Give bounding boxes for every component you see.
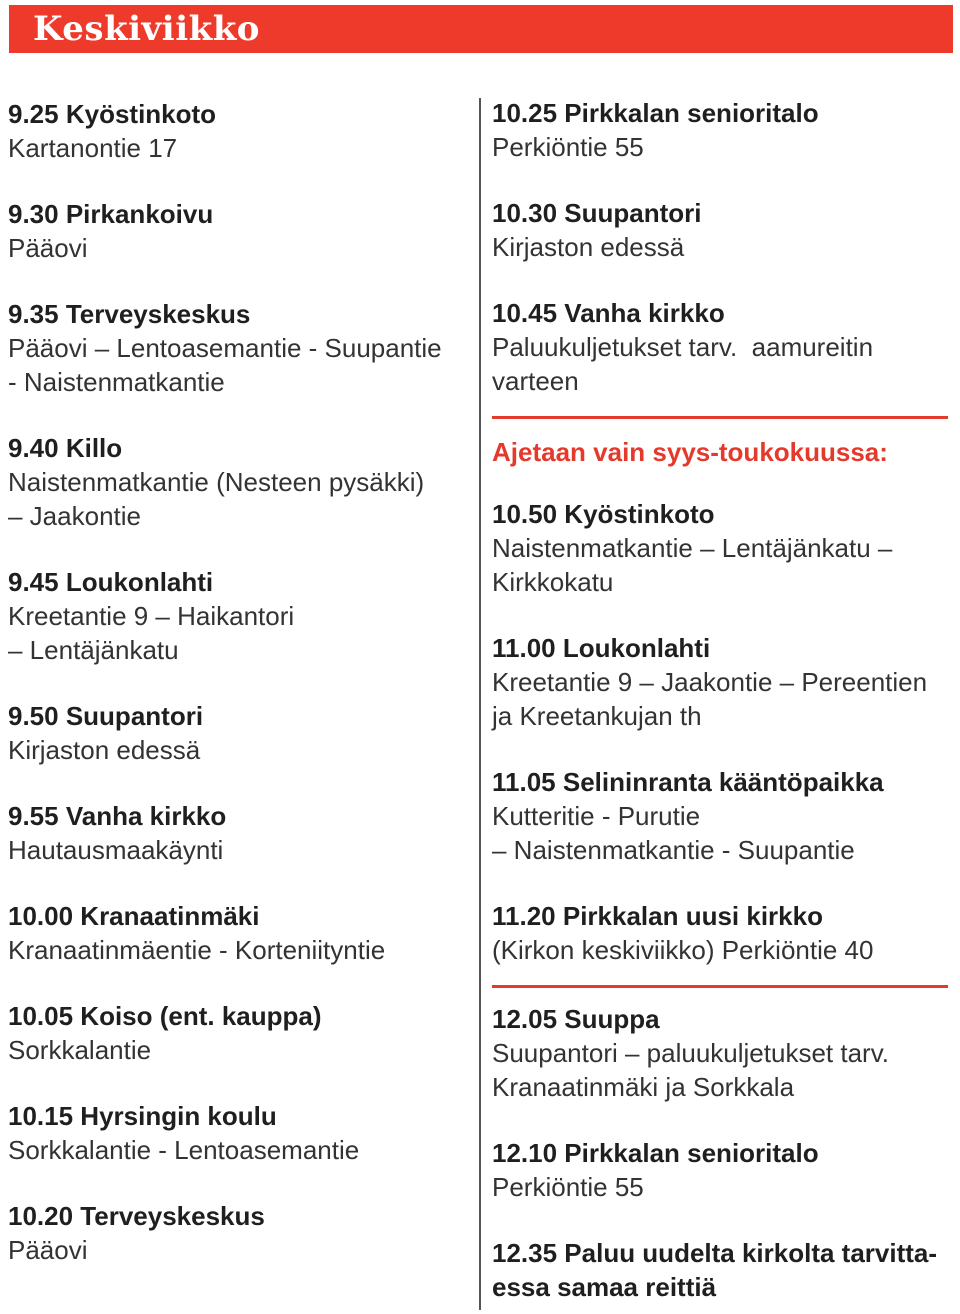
stop-time-place: 10.25 Pirkkalan senioritalo bbox=[492, 98, 819, 128]
stop bbox=[8, 799, 470, 867]
stop bbox=[492, 196, 952, 264]
stop-time-place: 10.00 Kranaatinmäki bbox=[8, 901, 260, 931]
stop-time-place: 9.50 Suupantori bbox=[8, 701, 204, 731]
stop-time-place: 11.20 Pirkkalan uusi kirkko bbox=[492, 901, 823, 931]
stop bbox=[8, 899, 470, 967]
column-divider bbox=[479, 98, 481, 1310]
stop-time-place: 10.20 Terveyskeskus bbox=[8, 1201, 265, 1231]
stop-time-place: 12.35 Paluu uudelta kirkolta tarvitta- essa samaa reittiä bbox=[492, 1238, 938, 1302]
stop-location: Perkiöntie 55 bbox=[492, 1172, 644, 1202]
stop bbox=[492, 1002, 952, 1104]
stop-time-place: 9.25 Kyöstinkoto bbox=[8, 99, 217, 129]
section-divider bbox=[492, 985, 948, 988]
stop-location: Pääovi bbox=[8, 1235, 88, 1265]
stop bbox=[492, 765, 952, 867]
stop-location: Pääovi bbox=[8, 233, 88, 263]
stop bbox=[492, 1236, 952, 1304]
stop bbox=[8, 197, 470, 265]
stop bbox=[492, 899, 952, 967]
stop-location: Suupantori – paluukuljetukset tarv. Kranaatinmäki ja Sorkkala bbox=[492, 1038, 889, 1102]
stop-location: Sorkkalantie - Lentoasemantie bbox=[8, 1135, 360, 1165]
stop bbox=[492, 631, 952, 733]
seasonal-notice: Ajetaan vain syys-toukokuussa: bbox=[492, 437, 888, 467]
stop bbox=[492, 296, 952, 398]
stop bbox=[8, 97, 470, 165]
stop-location: Kirjaston edessä bbox=[8, 735, 201, 765]
day-header bbox=[9, 5, 953, 53]
stop-location: Kreetantie 9 – Jaakontie – Pereentien ja Kreetankujan th bbox=[492, 667, 928, 731]
right-column bbox=[492, 96, 952, 1304]
stop-time-place: 10.15 Hyrsingin koulu bbox=[8, 1101, 277, 1131]
stop-time-place: 10.45 Vanha kirkko bbox=[492, 298, 725, 328]
stop-location: Kreetantie 9 – Haikantori – Lentäjänkatu bbox=[8, 601, 295, 665]
stop-location: Perkiöntie 55 bbox=[492, 132, 644, 162]
stop bbox=[492, 497, 952, 599]
stop-location: Kranaatinmäentie - Korteniityntie bbox=[8, 935, 386, 965]
stop-location: Hautausmaakäynti bbox=[8, 835, 224, 865]
stop-location: Sorkkalantie bbox=[8, 1035, 152, 1065]
stop-time-place: 10.30 Suupantori bbox=[492, 198, 702, 228]
stop-location: Naistenmatkantie (Nesteen pysäkki) – Jaakontie bbox=[8, 467, 425, 531]
stop bbox=[492, 96, 952, 164]
stop bbox=[8, 999, 470, 1067]
stop-time-place: 9.35 Terveyskeskus bbox=[8, 299, 251, 329]
stop-location: Pääovi – Lentoasemantie - Suupantie - Naistenmatkantie bbox=[8, 333, 442, 397]
stop-time-place: 10.50 Kyöstinkoto bbox=[492, 499, 715, 529]
left-column bbox=[8, 97, 470, 1299]
stop-location: Kartanontie 17 bbox=[8, 133, 178, 163]
day-title: Keskiviikko bbox=[33, 9, 260, 49]
stop-time-place: 12.10 Pirkkalan senioritalo bbox=[492, 1138, 819, 1168]
stop bbox=[8, 1099, 470, 1167]
stop-time-place: 11.00 Loukonlahti bbox=[492, 633, 711, 663]
stop bbox=[8, 297, 470, 399]
stop-time-place: 9.55 Vanha kirkko bbox=[8, 801, 227, 831]
stop-time-place: 11.05 Selininranta kääntöpaikka bbox=[492, 767, 884, 797]
stop bbox=[8, 1199, 470, 1267]
stop-time-place: 9.30 Pirkankoivu bbox=[8, 199, 214, 229]
stop-time-place: 9.40 Killo bbox=[8, 433, 123, 463]
section-divider bbox=[492, 416, 948, 419]
stop-location: Naistenmatkantie – Lentäjänkatu – Kirkkokatu bbox=[492, 533, 893, 597]
stop-location: Kutteritie - Purutie – Naistenmatkantie - Suupantie bbox=[492, 801, 855, 865]
stop bbox=[492, 1136, 952, 1204]
stop-location: (Kirkon keskiviikko) Perkiöntie 40 bbox=[492, 935, 874, 965]
stop-time-place: 10.05 Koiso (ent. kauppa) bbox=[8, 1001, 322, 1031]
stop-location: Paluukuljetukset tarv. aamureitin varteen bbox=[492, 332, 874, 396]
stop bbox=[8, 699, 470, 767]
stop-time-place: 12.05 Suuppa bbox=[492, 1004, 660, 1034]
stop-location: Kirjaston edessä bbox=[492, 232, 685, 262]
stop bbox=[8, 565, 470, 667]
stop-time-place: 9.45 Loukonlahti bbox=[8, 567, 214, 597]
stop bbox=[8, 431, 470, 533]
